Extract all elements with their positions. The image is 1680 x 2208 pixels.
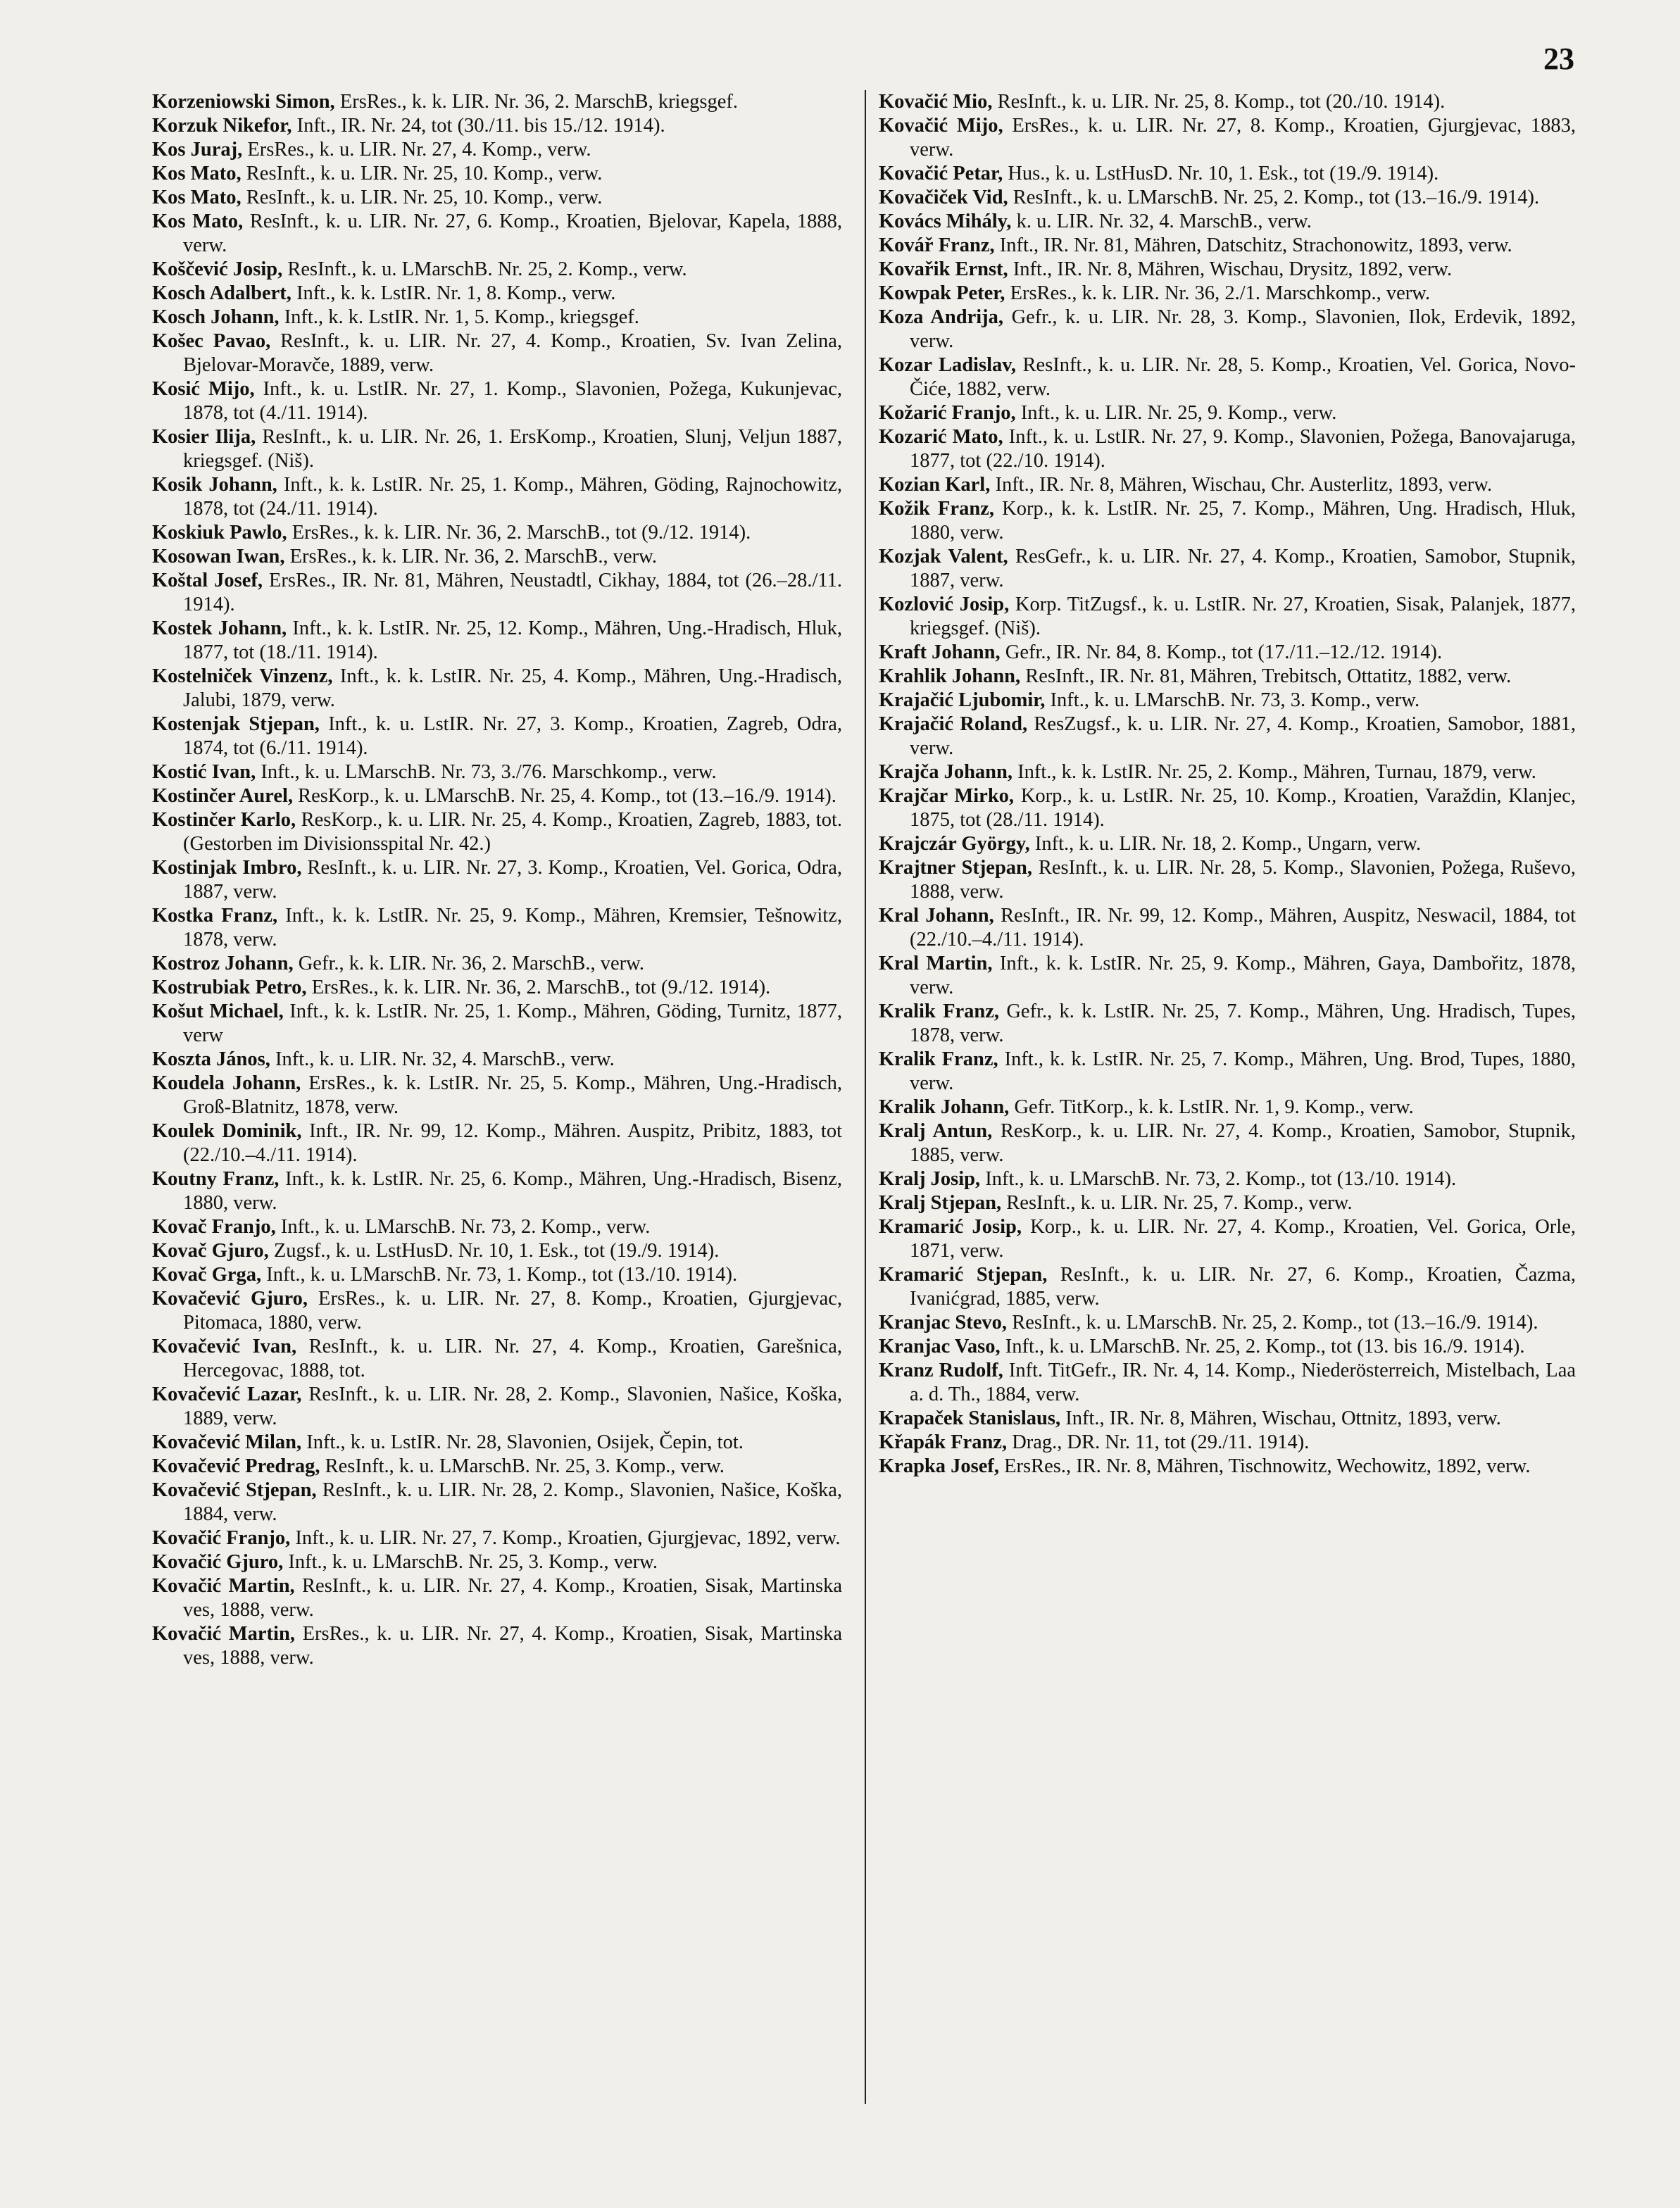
entry-name: Krajczár György, [879, 833, 1030, 855]
list-entry [152, 473, 842, 521]
entry-details: ResInft., k. u. LIR. Nr. 27, 3. Komp., Kroatien, Vel. Gorica, Odra, 1887, verw. [183, 857, 842, 903]
entry-details: Korp., k. u. LIR. Nr. 27, 4. Komp., Kroatien, Vel. Gorica, Orle, 1871, verw. [910, 1216, 1576, 1262]
list-entry [152, 282, 842, 306]
entry-details: ResInft., k. u. LIR. Nr. 26, 1. ErsKomp., Kroatien, Slunj, Veljun 1887, kriegsgef. (Niš). [183, 426, 842, 472]
entry-details: Inft., k. k. LstIR. Nr. 25, 9. Komp., Mähren, Kremsier, Tešnowitz, 1878, verw. [183, 905, 842, 951]
list-entry [879, 1455, 1576, 1479]
list-entry [152, 1119, 842, 1167]
list-entry [879, 473, 1576, 497]
entry-name: Korzeniowski Simon, [152, 91, 335, 113]
entry-details: Gefr., k. k. LIR. Nr. 36, 2. MarschB., verw. [293, 953, 644, 974]
list-entry [152, 1215, 842, 1239]
list-entry [152, 186, 842, 210]
entry-name: Kostinčer Karlo, [152, 809, 296, 831]
list-entry [879, 401, 1576, 425]
entry-details: ResInft., k. u. LMarschB. Nr. 25, 2. Komp., tot (13.–16./9. 1914). [1008, 187, 1540, 208]
list-entry [879, 90, 1576, 114]
entry-name: Koza Andrija, [879, 306, 1004, 328]
entry-name: Kostka Franz, [152, 905, 278, 927]
entry-name: Kovařik Ernst, [879, 258, 1008, 280]
list-entry [879, 545, 1576, 593]
entry-name: Krajtner Stjepan, [879, 857, 1033, 879]
entry-name: Kovács Mihály, [879, 211, 1012, 232]
entry-details: ErsRes., k. k. LIR. Nr. 36, 2. MarschB, kriegsgef. [334, 91, 738, 113]
entry-name: Koštal Josef, [152, 570, 263, 591]
list-entry [152, 521, 842, 545]
entry-details: Inft., k. u. LMarschB. Nr. 73, 3./76. Marschkomp., verw. [256, 761, 717, 783]
entry-details: ErsRes., k. u. LIR. Nr. 27, 8. Komp., Kroatien, Gjurgjevac, 1883, verw. [910, 115, 1576, 161]
entry-details: k. u. LIR. Nr. 32, 4. MarschB., verw. [1011, 211, 1312, 232]
entry-name: Kozjak Valent, [879, 546, 1008, 567]
list-entry [152, 1239, 842, 1263]
entry-name: Kramarić Stjepan, [879, 1264, 1048, 1286]
entry-details: ResInft., k. u. LIR. Nr. 25, 10. Komp., verw. [241, 187, 603, 208]
entry-name: Krapka Josef, [879, 1455, 999, 1477]
entry-name: Kralik Franz, [879, 1000, 1000, 1022]
entry-name: Kowpak Peter, [879, 282, 1005, 304]
column-divider [865, 90, 866, 2104]
entry-name: Krajačić Ljubomir, [879, 689, 1046, 711]
entry-name: Kosowan Iwan, [152, 546, 285, 567]
entry-details: ResInft., k. u. LIR. Nr. 28, 2. Komp., Slavonien, Našice, Koška, 1884, verw. [183, 1479, 842, 1525]
entry-details: ResInft., k. u. LIR. Nr. 28, 5. Komp., Slavonien, Požega, Ruševo, 1888, verw. [910, 857, 1576, 903]
entry-details: ResInft., IR. Nr. 81, Mähren, Trebitsch, Ottatitz, 1882, verw. [1020, 665, 1512, 687]
entry-name: Kovačić Mijo, [879, 115, 1003, 137]
entry-name: Kožarić Franjo, [879, 402, 1016, 424]
list-entry [152, 713, 842, 760]
entry-details: Hus., k. u. LstHusD. Nr. 10, 1. Esk., tot (19./9. 1914). [1003, 163, 1439, 184]
entry-details: Inft., IR. Nr. 8, Mähren, Wischau, Chr. Austerlitz, 1893, verw. [990, 474, 1493, 496]
entry-name: Kraft Johann, [879, 641, 1001, 663]
list-entry [152, 545, 842, 569]
list-entry [879, 353, 1576, 401]
entry-details: Inft., k. u. LIR. Nr. 27, 7. Komp., Kroatien, Gjurgjevac, 1892, verw. [290, 1527, 841, 1549]
entry-name: Kožik Franz, [879, 498, 994, 520]
entry-name: Kral Martin, [879, 953, 993, 974]
list-entry [152, 114, 842, 138]
entry-name: Kovačić Petar, [879, 163, 1003, 184]
entry-name: Koutny Franz, [152, 1168, 280, 1190]
list-entry [879, 952, 1576, 1000]
list-entry [152, 1263, 842, 1287]
list-entry [152, 1048, 842, 1072]
list-entry [879, 1359, 1576, 1407]
list-entry [152, 90, 842, 114]
list-entry [152, 1431, 842, 1455]
entry-name: Kralik Franz, [879, 1048, 998, 1070]
entry-details: Zugsf., k. u. LstHusD. Nr. 10, 1. Esk., tot (19./9. 1914). [268, 1240, 720, 1262]
entry-name: Kovač Grga, [152, 1264, 262, 1286]
list-entry [879, 114, 1576, 162]
entry-details: ErsRes., k. k. LIR. Nr. 36, 2. MarschB., verw. [284, 546, 657, 567]
entry-details: Inft., k. k. LstIR. Nr. 25, 12. Komp., Mähren, Ung.-Hradisch, Hluk, 1877, tot (18./11. 1914). [183, 617, 842, 663]
list-entry [152, 306, 842, 330]
entry-details: ResInft., k. u. LMarschB. Nr. 25, 2. Komp., verw. [282, 258, 687, 280]
entry-details: Inft., IR. Nr. 81, Mähren, Datschitz, Strachonowitz, 1893, verw. [994, 234, 1512, 256]
list-entry [152, 1479, 842, 1526]
entry-name: Krajačić Roland, [879, 713, 1028, 735]
list-entry [152, 904, 842, 952]
entry-name: Kostinjak Imbro, [152, 857, 302, 879]
entry-name: Kovačić Gjuro, [152, 1551, 284, 1573]
entry-details: ResInft., k. u. LIR. Nr. 27, 6. Komp., Kroatien, Bjelovar, Kapela, 1888, verw. [183, 211, 842, 256]
entry-details: Gefr. TitKorp., k. k. LstIR. Nr. 1, 9. Komp., verw. [1009, 1096, 1414, 1118]
entry-name: Kralj Josip, [879, 1168, 981, 1190]
entry-details: ResInft., k. u. LIR. Nr. 28, 5. Komp., Kroatien, Vel. Gorica, Novo-Čiće, 1882, verw. [910, 354, 1576, 400]
entry-name: Kosch Johann, [152, 306, 280, 328]
entry-name: Kovačević Lazar, [152, 1384, 302, 1405]
list-entry [879, 1263, 1576, 1311]
list-entry [152, 1622, 842, 1670]
entry-name: Kovačiček Vid, [879, 187, 1008, 208]
entry-name: Kovač Franjo, [152, 1216, 276, 1238]
entry-details: ErsRes., k. u. LIR. Nr. 27, 4. Komp., Kroatien, Sisak, Martinska ves, 1888, verw. [183, 1623, 842, 1669]
entry-name: Koščević Josip, [152, 258, 283, 280]
entry-name: Kralj Antun, [879, 1120, 993, 1142]
entry-details: ResZugsf., k. u. LIR. Nr. 27, 4. Komp., Kroatien, Samobor, 1881, verw. [910, 713, 1576, 759]
entry-details: Korp., k. u. LstIR. Nr. 25, 10. Komp., Kroatien, Varaždin, Klanjec, 1875, tot (28./11. 1914). [910, 785, 1576, 831]
entry-details: ResKorp., k. u. LIR. Nr. 25, 4. Komp., Kroatien, Zagreb, 1883, tot. (Gestorben im Divisionsspital Nr. 42.) [183, 809, 842, 855]
list-entry [879, 1335, 1576, 1359]
entry-details: Inft., IR. Nr. 8, Mähren, Wischau, Drysitz, 1892, verw. [1008, 258, 1453, 280]
entry-details: ResInft., k. u. LIR. Nr. 25, 7. Komp., verw. [1001, 1192, 1353, 1214]
entry-details: Inft., k. u. LstIR. Nr. 27, 3. Komp., Kroatien, Zagreb, Odra, 1874, tot (6./11. 1914). [183, 713, 842, 759]
entry-details: ResKorp., k. u. LIR. Nr. 27, 4. Komp., Kroatien, Samobor, Stupnik, 1885, verw. [910, 1120, 1576, 1166]
list-entry [879, 497, 1576, 545]
entry-details: ResInft., k. u. LIR. Nr. 25, 8. Komp., tot (20./10. 1914). [992, 91, 1446, 113]
list-entry [879, 760, 1576, 784]
entry-name: Kostroz Johann, [152, 953, 294, 974]
entry-details: Inft., k. k. LstIR. Nr. 1, 8. Komp., verw. [291, 282, 616, 304]
list-entry [879, 186, 1576, 210]
entry-name: Koszta János, [152, 1048, 270, 1070]
list-entry [879, 689, 1576, 713]
list-entry [152, 808, 842, 856]
entry-name: Kostrubiak Petro, [152, 977, 307, 998]
entry-name: Kozar Ladislav, [879, 354, 1017, 376]
list-entry [879, 1096, 1576, 1119]
list-entry [152, 1383, 842, 1431]
left-column [152, 90, 842, 1670]
entry-details: Inft., IR. Nr. 24, tot (30./11. bis 15./12. 1914). [292, 115, 665, 137]
entry-name: Kral Johann, [879, 905, 994, 927]
entry-details: Inft., k. k. LstIR. Nr. 25, 1. Komp., Mähren, Göding, Turnitz, 1877, verw [183, 1000, 842, 1046]
list-entry [152, 760, 842, 784]
entry-name: Krajčar Mirko, [879, 785, 1015, 807]
entry-name: Kostinčer Aurel, [152, 785, 294, 807]
list-entry [152, 138, 842, 162]
entry-name: Korzuk Nikefor, [152, 115, 292, 137]
entry-details: ErsRes., k. k. LIR. Nr. 36, 2./1. Marschkomp., verw. [1005, 282, 1431, 304]
entry-details: ResInft., k. u. LIR. Nr. 27, 6. Komp., Kroatien, Čazma, Ivanićgrad, 1885, verw. [910, 1264, 1576, 1310]
entry-name: Koulek Dominik, [152, 1120, 302, 1142]
entry-name: Kosier Ilija, [152, 426, 256, 448]
entry-details: ResKorp., k. u. LMarschB. Nr. 25, 4. Komp., tot (13.–16./9. 1914). [293, 785, 836, 807]
list-entry [152, 1000, 842, 1048]
entry-name: Kranjac Vaso, [879, 1336, 1001, 1357]
list-entry [879, 641, 1576, 665]
entry-name: Kos Mato, [152, 187, 242, 208]
entry-details: ResInft., k. u. LIR. Nr. 27, 4. Komp., Kroatien, Sisak, Martinska ves, 1888, verw. [183, 1575, 842, 1621]
list-entry [879, 306, 1576, 353]
list-entry [879, 1191, 1576, 1215]
entry-name: Kovačević Predrag, [152, 1455, 320, 1477]
list-entry [152, 162, 842, 186]
entry-name: Kos Juraj, [152, 139, 243, 161]
list-entry [879, 904, 1576, 952]
list-entry [879, 1215, 1576, 1263]
entry-details: ResInft., k. u. LIR. Nr. 27, 4. Komp., Kroatien, Sv. Ivan Zelina, Bjelovar-Moravče, 1889, verw. [183, 330, 843, 376]
list-entry [152, 377, 842, 425]
list-entry [879, 1407, 1576, 1431]
entry-details: Inft., k. k. LstIR. Nr. 25, 7. Komp., Mähren, Ung. Brod, Tupes, 1880, verw. [910, 1048, 1576, 1094]
entry-details: Inft., k. u. LMarschB. Nr. 73, 2. Komp., tot (13./10. 1914). [980, 1168, 1457, 1190]
list-entry [879, 234, 1576, 258]
list-entry [879, 784, 1576, 832]
entry-name: Kranz Rudolf, [879, 1360, 1003, 1381]
entry-details: Inft., k. u. LstIR. Nr. 28, Slavonien, Osijek, Čepin, tot. [301, 1431, 744, 1453]
list-entry [879, 162, 1576, 186]
list-entry [152, 210, 842, 258]
entry-details: ErsRes., k. k. LIR. Nr. 36, 2. MarschB., tot (9./12. 1914). [287, 522, 751, 544]
entry-details: Inft., k. u. LMarschB. Nr. 73, 1. Komp., tot (13./10. 1914). [261, 1264, 738, 1286]
entry-name: Kozarić Mato, [879, 426, 1003, 448]
entry-details: Inft., IR. Nr. 8, Mähren, Wischau, Ottnitz, 1893, verw. [1060, 1407, 1501, 1429]
list-entry [152, 1072, 842, 1119]
entry-name: Kranjac Stevo, [879, 1312, 1008, 1334]
entry-name: Kovačević Milan, [152, 1431, 302, 1453]
list-entry [879, 856, 1576, 904]
list-entry [152, 1167, 842, 1215]
entry-details: Gefr., k. u. LIR. Nr. 28, 3. Komp., Slavonien, Ilok, Erdevik, 1892, verw. [910, 306, 1576, 352]
entry-name: Kozlović Josip, [879, 594, 1010, 615]
entry-name: Kovačević Ivan, [152, 1336, 297, 1357]
entry-name: Kramarić Josip, [879, 1216, 1022, 1238]
entry-name: Kovačić Martin, [152, 1623, 295, 1645]
list-entry [152, 1550, 842, 1574]
entry-details: Inft., k. u. LIR. Nr. 32, 4. MarschB., verw. [270, 1048, 615, 1070]
right-column [879, 90, 1576, 1479]
entry-details: ResGefr., k. u. LIR. Nr. 27, 4. Komp., Kroatien, Samobor, Stupnik, 1887, verw. [910, 546, 1576, 591]
entry-name: Kosik Johann, [152, 474, 277, 496]
entry-details: Inft., k. u. LIR. Nr. 25, 9. Komp., verw. [1015, 402, 1337, 424]
entry-details: Inft., k. u. LstIR. Nr. 27, 9. Komp., Slavonien, Požega, Banovajaruga, 1877, tot (22./10. 1914). [910, 426, 1576, 472]
entry-name: Krahlik Johann, [879, 665, 1021, 687]
entry-name: Kralj Stjepan, [879, 1192, 1002, 1214]
entry-details: Inft. TitGefr., IR. Nr. 4, 14. Komp., Niederösterreich, Mistelbach, Laa a. d. Th., 1884, verw. [910, 1360, 1576, 1405]
list-entry [879, 210, 1576, 234]
list-entry [152, 1335, 842, 1383]
entry-details: Inft., k. k. LstIR. Nr. 25, 1. Komp., Mähren, Göding, Rajnochowitz, 1878, tot (24./11. 1914). [183, 474, 842, 520]
list-entry [152, 258, 842, 282]
list-entry [152, 330, 842, 377]
entry-name: Kralik Johann, [879, 1096, 1010, 1118]
entry-name: Kovačić Mio, [879, 91, 993, 113]
list-entry [879, 282, 1576, 306]
entry-details: ErsRes., IR. Nr. 8, Mähren, Tischnowitz, Wechowitz, 1892, verw. [999, 1455, 1531, 1477]
list-entry [152, 617, 842, 665]
entry-name: Kosch Adalbert, [152, 282, 292, 304]
list-entry [152, 665, 842, 713]
entry-name: Kostenjak Stjepan, [152, 713, 320, 735]
entry-name: Košut Michael, [152, 1000, 284, 1022]
list-entry [152, 569, 842, 617]
entry-details: Inft., k. u. LIR. Nr. 18, 2. Komp., Ungarn, verw. [1029, 833, 1422, 855]
entry-details: Inft., k. u. LMarschB. Nr. 73, 3. Komp., verw. [1045, 689, 1420, 711]
entry-name: Kos Mato, [152, 163, 242, 184]
list-entry [879, 1431, 1576, 1455]
list-entry [879, 593, 1576, 641]
entry-details: ResInft., k. u. LMarschB. Nr. 25, 2. Komp., tot (13.–16./9. 1914). [1007, 1312, 1538, 1334]
entry-details: Korp., k. k. LstIR. Nr. 25, 7. Komp., Mähren, Ung. Hradisch, Hluk, 1880, verw. [910, 498, 1576, 544]
entry-details: Inft., k. u. LstIR. Nr. 27, 1. Komp., Slavonien, Požega, Kukunjevac, 1878, tot (4./11. 1914). [183, 378, 842, 424]
entry-details: Inft., k. u. LMarschB. Nr. 25, 2. Komp., tot (13. bis 16./9. 1914). [1000, 1336, 1525, 1357]
entry-details: ResInft., k. u. LIR. Nr. 28, 2. Komp., Slavonien, Našice, Koška, 1889, verw. [183, 1384, 842, 1429]
list-entry [152, 1574, 842, 1622]
entry-name: Kostek Johann, [152, 617, 287, 639]
list-entry [152, 952, 842, 976]
entry-name: Koskiuk Pawlo, [152, 522, 287, 544]
entry-name: Kosić Mijo, [152, 378, 255, 400]
entry-details: Inft., k. u. LMarschB. Nr. 25, 3. Komp., verw. [283, 1551, 658, 1573]
entry-details: ErsRes., k. k. LstIR. Nr. 25, 5. Komp., Mähren, Ung.-Hradisch, Groß-Blatnitz, 1878, verw. [183, 1072, 842, 1118]
entry-name: Kostelniček Vinzenz, [152, 665, 333, 687]
entry-details: ResInft., k. u. LMarschB. Nr. 25, 3. Komp., verw. [320, 1455, 725, 1477]
entry-name: Křapák Franz, [879, 1431, 1008, 1453]
list-entry [879, 1311, 1576, 1335]
list-entry [152, 784, 842, 808]
entry-name: Koudela Johann, [152, 1072, 301, 1094]
entry-details: Korp. TitZugsf., k. u. LstIR. Nr. 27, Kroatien, Sisak, Palanjek, 1877, kriegsgef. (Niš). [910, 594, 1576, 639]
entry-details: ResInft., k. u. LIR. Nr. 27, 4. Komp., Kroatien, Garešnica, Hercegovac, 1888, tot. [183, 1336, 842, 1381]
entry-name: Košec Pavao, [152, 330, 271, 352]
entry-details: Gefr., IR. Nr. 84, 8. Komp., tot (17./11.–12./12. 1914). [1000, 641, 1443, 663]
list-entry [879, 425, 1576, 473]
entry-details: ErsRes., k. k. LIR. Nr. 36, 2. MarschB., tot (9./12. 1914). [306, 977, 771, 998]
list-entry [152, 1287, 842, 1335]
entry-details: Inft., k. k. LstIR. Nr. 1, 5. Komp., kriegsgef. [279, 306, 639, 328]
entry-details: Drag., DR. Nr. 11, tot (29./11. 1914). [1007, 1431, 1310, 1453]
entry-name: Kos Mato, [152, 211, 244, 232]
list-entry [879, 1000, 1576, 1048]
entry-name: Kozian Karl, [879, 474, 991, 496]
list-entry [879, 1119, 1576, 1167]
entry-details: ErsRes., IR. Nr. 81, Mähren, Neustadtl, Cikhay, 1884, tot (26.–28./11. 1914). [183, 570, 842, 615]
list-entry [879, 713, 1576, 760]
list-entry [152, 856, 842, 904]
entry-name: Kovačić Martin, [152, 1575, 295, 1597]
entry-details: Inft., k. k. LstIR. Nr. 25, 4. Komp., Mähren, Ung.-Hradisch, Jalubi, 1879, verw. [183, 665, 842, 711]
list-entry [152, 1455, 842, 1479]
entry-details: Inft., IR. Nr. 99, 12. Komp., Mähren. Auspitz, Pribitz, 1883, tot (22./10.–4./11. 1914). [183, 1120, 843, 1166]
entry-details: ErsRes., k. u. LIR. Nr. 27, 8. Komp., Kroatien, Gjurgjevac, Pitomaca, 1880, verw. [183, 1288, 842, 1334]
list-entry [152, 1526, 842, 1550]
entry-name: Kovačević Stjepan, [152, 1479, 317, 1501]
list-entry [879, 258, 1576, 282]
entry-details: ResInft., IR. Nr. 99, 12. Komp., Mähren, Auspitz, Neswacil, 1884, tot (22./10.–4./11. 1914). [910, 905, 1576, 951]
list-entry [879, 832, 1576, 856]
entry-details: Gefr., k. k. LstIR. Nr. 25, 7. Komp., Mähren, Ung. Hradisch, Tupes, 1878, verw. [910, 1000, 1576, 1046]
entry-name: Kostić Ivan, [152, 761, 256, 783]
list-entry [152, 425, 842, 473]
entry-details: Inft., k. k. LstIR. Nr. 25, 2. Komp., Mähren, Turnau, 1879, verw. [1013, 761, 1536, 783]
entry-details: Inft., k. u. LMarschB. Nr. 73, 2. Komp., verw. [275, 1216, 651, 1238]
entry-name: Kovačić Franjo, [152, 1527, 291, 1549]
entry-name: Krapaček Stanislaus, [879, 1407, 1061, 1429]
entry-details: Inft., k. k. LstIR. Nr. 25, 9. Komp., Mähren, Gaya, Dambořitz, 1878, verw. [910, 953, 1576, 998]
page-number: 23 [1543, 42, 1574, 76]
entry-name: Kovačević Gjuro, [152, 1288, 308, 1310]
list-entry [879, 1167, 1576, 1191]
entry-name: Krajča Johann, [879, 761, 1013, 783]
entry-name: Kovář Franz, [879, 234, 995, 256]
list-entry [152, 976, 842, 1000]
list-entry [879, 665, 1576, 689]
entry-details: ErsRes., k. u. LIR. Nr. 27, 4. Komp., verw. [242, 139, 591, 161]
list-entry [879, 1048, 1576, 1096]
entry-details: ResInft., k. u. LIR. Nr. 25, 10. Komp., verw. [241, 163, 603, 184]
entry-name: Kovač Gjuro, [152, 1240, 269, 1262]
entry-details: Inft., k. k. LstIR. Nr. 25, 6. Komp., Mähren, Ung.-Hradisch, Bisenz, 1880, verw. [183, 1168, 842, 1214]
